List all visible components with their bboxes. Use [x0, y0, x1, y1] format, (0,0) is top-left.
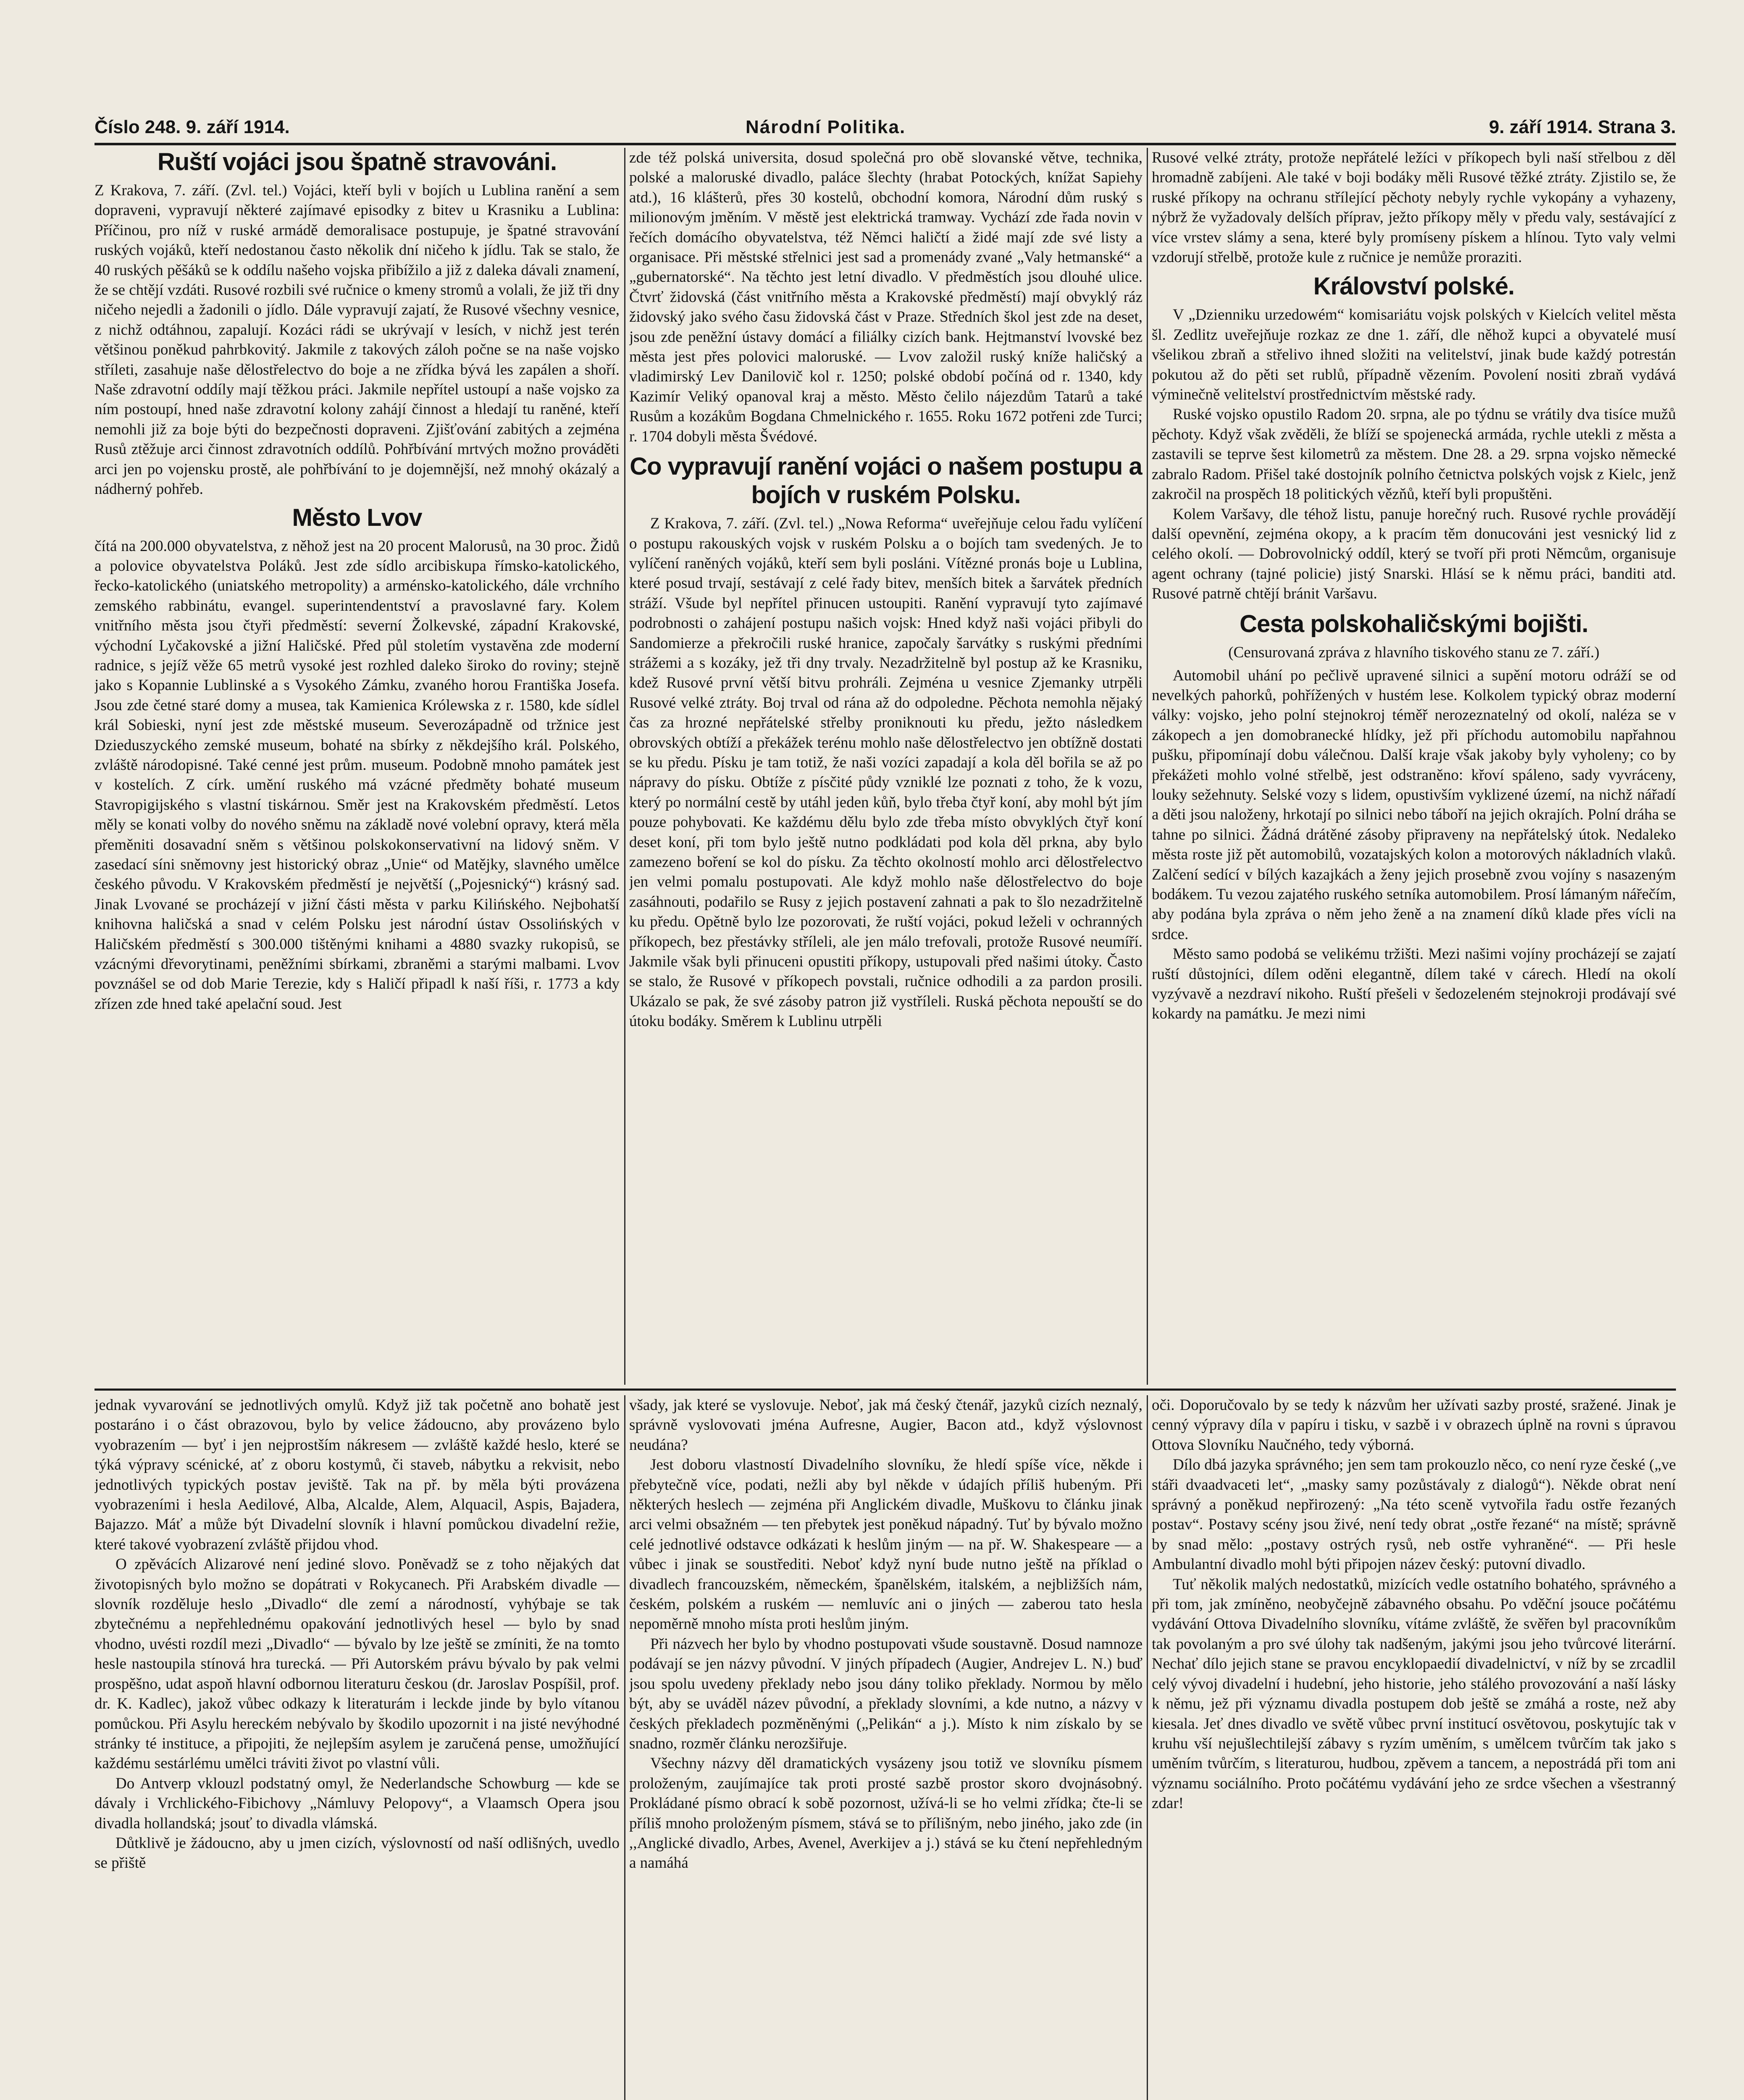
review-text: Všechny názvy děl dramatických vysázeny jsou totiž ve slovníku písmem proloženým, zaujímajíce tak proti prosté sazbě prostor skoro dvojnásobný. Prokládané písmo obrací k sobě pozornost, užívá-li se ho velmi zřídka; čte-li se příliš mnoho proloženým písmem, stává se to přílišným, nebo jiného, jako zde (in ,,Anglické divadlo, Arbes, Avenel, Averkijev a j.) stává se ku čtení nepřehledným a namáhá [629, 1755, 1143, 1872]
article-text: zde též polská universita, dosud společná pro obě slovanské větve, technika, polské a maloruské divadlo, paláce šlechty (hrabat Potockých, knížat Sapiehy atd.), 16 klášterů, přes 30 kostelů, obchodní komora, Národní dům ruský s milionovým jměním. V městě jest elektrická tramway. Vychází zde řada novin v řečích domácího obyvatelstva, též Němci haličtí a židé mají zde své listy a organisace. Při městské střelnici jest sad a promenády zvané „Valy hetmanské“ a „gubernatorské“. Na těchto jest letní divadlo. V předměstích jsou dlouhé ulice. Čtvrť židovská (část vnitřního města a Krakovské předměstí) mají obvyklý ráz židovský jako svého času židovská část v Praze. Středních škol jest zde na deset, jsou zde peněžní ústavy domácí a filiálky cizích bank. Hejtmanství lvovské bez města jest přes polovici maloruské. — Lvov založil ruský kníže haličský a vladimirský Lev Danilovič kol r. 1250; polské období počíná od r. 1340, kdy Kazimír Veliký opanoval kraj a město. Město čelilo nájezdům Tatarů a také Rusům a kozákům Bogdana Chmelnického r. 1655. Roku 1672 potřeni zde Turci; r. 1704 dobyli města Švédové. [629, 149, 1143, 445]
bottom-column-1 [95, 1395, 620, 2100]
article-title-kingdom-poland: Království polské. [1313, 273, 1515, 300]
section-divider [95, 1389, 1676, 1391]
article-text: Kolem Varšavy, dle téhož listu, panuje horečný ruch. Rusové rychle provádějí další opevnění, zejména okopy, a k pracím těm donucováni jest vesnický lid z celého okolí. — Dobrovolnický oddíl, který se tvoří při proti Němcům, organisuje agent ochrany (tajné policie) jistý Snarski. Hlásí se k němu práci, banditi atd. Rusové patrně chtějí bránit Varšavu. [1152, 505, 1676, 603]
masthead: Národní Politika. [746, 117, 906, 137]
article-text: Automobil uhání po pečlivě upravené silnici a supění motoru odráží se od nevelkých pahorků, pohřížených v hustém lese. Kolkolem typický obraz moderní války: vojsko, jeho polní stejnokroj téměř nerozeznatelný od okolí, naléza se v zákopech a jen domobranecké hlídky, jež při příchodu automobilu napřahnou pušku, připomínají dobu válečnou. Další kraje však jakoby byly vyholeny; co by překážeti mohlo volné střelbě, jest odstraněno: křoví spáleno, sady vyvráceny, louky sežehnuty. Selské vozy s lidem, opustivším vyklizené území, na nichž nářadí a děti jsou naloženy, hrkotají po silnici nebo táboří na jejich okrajích. Polní dráha se tahne po silnici. Žádná drátěné zásoby připraveny na nepřátelský útok. Nedaleko města roste již pět automobilů, vozatajských kolon a motorových nákladních vlaků. Zalčení sedící v bílých kazajkách a ženy jejich prosebně zvou vojíny s nasazeným bodákem. Tu vezou zajatého ruského setníka automobilem. Prosí lámaným nářečím, aby podána byla zpráva o něm jeho ženě a na znamení díků klade přes vícli na srdce. [1152, 667, 1676, 943]
review-text: Jest doboru vlastností Divadelního slovníku, že hledí spíše více, někde i přebytečně více, podati, nežli aby byl někde v údajích příliš hubeným. Při některých heslech — zejména při Anglickém divadle, Muškovu to článku jinak arci velmi obsažném — ten přebytek jest poněkud nápadný. Tuť by bývalo možno celé jednotlivé odstavce odkázati k heslům jiným — na př. W. Shakespeare — a vůbec i jinak se soustřediti. Neboť když nyní bude nutno ještě na příklad o divadlech francouzském, německém, španělském, italském, a nejbližších nám, českém, polském a ruském — nemluvíc ani o jiných — zaberou tato hesla nepoměrně mnoho místa proti heslům jiným. [629, 1456, 1143, 1633]
review-text: Dílo dbá jazyka správného; jen sem tam prokouzlo něco, co není ryze české („ve stáři dvaadvaceti let“, „masky samy pozůstávaly z dialogů“). Někde obrat není správný a poněkud nepřirozený: „Na této sceně vytvořila řadu ostře řezaných postav“. Postavy scény jsou živé, není tedy obrat „ostře řezané“ na místě; správně by snad mělo: „postavy ostrých rysů, neb ostře vyhraněné“. — Při hesle Ambulantní divadlo mohl býti připojen název český: putovní divadlo. [1152, 1456, 1676, 1573]
top-column-3 [1152, 148, 1676, 1385]
article-title-battlefields: Cesta polskohaličskými bojišti. [1240, 610, 1588, 638]
review-text: Tuť několik malých nedostatků, mizících vedle ostatního bohatého, správného a při tom, jak zmíněno, neobyčejně zábavného obsahu. Po vděční jsouce počátému vydávání Ottova Divadelního slovníku, vítáme zvláště, že svěřen byl pracovníkům tak povolaným a pro své úlohy tak nadšeným, jakými jsou jeho tvůrcové literární. Nechať dílo jejich stane se pravou encyklopaedií divadelnictví, v níž by se zrcadlil celý vývoj divadelní i hudební, jeho historie, jeho stálého provozování a naší lásky k němu, jež při významu divadla postupem dob ještě se zmáhá a roste, než aby kiesala. Jeť dnes divadlo ve světě vůbec první institucí osvětovou, poskytujíc tak v kruhu vší nejušlechtilejší zábavy s ryzím uměním, s umělcem tvůrčím tak jako s uměním tvůrčím, s literaturou, hudbou, zpěvem a tancem, a nepostrádá při tom ani významu sociálního. Proto počátému vydávání jeho ze srdce všechen a všestranný zdar! [1152, 1575, 1676, 1812]
article-title-wounded-soldiers: Co vypravují ranění vojáci o našem postupu a bojích v ruském Polsku. [630, 453, 1142, 509]
column-divider [624, 1395, 625, 2100]
article-text: čítá na 200.000 obyvatelstva, z něhož jest na 20 procent Malorusů, na 30 proc. Židů a polovice obyvatelstva Poláků. Jest zde sídlo arcibiskupa římsko-katolického, řecko-katolického (uniatského metropolity) a arménsko-katolického, dále vrchního zemského rabbinátu, evangel. superintendentství a pravoslavné fary. Kolem vnitřního města jsou čtyři předměstí: severní Žolkevské, západní Krakovské, východní Lyčakovské a jižní Haličské. Před půl stoletím vystavěna zde moderní radnice, s jejíž věže 65 metrů vysoké jest rozhled daleko široko do roviny; stejně jako s Kopannie Lublinské a s Vysokého Zámku, zvaného horou Františka Josefa. Jsou zde četné staré domy a musea, tak Kamienica Królewska z r. 1580, kde sídlel král Sobieski, nyní jest zde městské museum. Severozápadně od tržnice jest Dzieduszyckého zemské museum, bohaté na sbírky z někdejšího král. Polského, zvláště národopisné. Také cenné jest prům. museum. Podobně mnoho památek jest v kostelích. Z círk. umění ruského má vzácné předměty bohaté museum Stavropigijského s vlastní tiskárnou. Směr jest na Krakovském předměstí. Letos měly se konati volby do nového sněmu na základě nové volební opravy, která měla přeměniti dosavadní sněm s většinou polskokonservativní na lidový sněm. V zasedací síni sněmovny jest historický obraz „Unie“ od Matějky, slavného umělce českého původu. V Krakovském předměstí je největší („Pojesnický“) krásný sad. Jinak Lvované se procházejí v jižní části města v parku Kilińského. Nejbohatší knihovna haličská a snad v celém Polsku jest národní ústav Ossolińských v Haličském předměstí s 300.000 tištěnými knihami a 4880 svazky rukopisů, se vzácnými dřevorytinami, peněžními sbírkami, zbraněmi a starými malbami. Lvov povznášel se od dob Marie Terezie, kdy s Haličí připadl k naší říši, r. 1773 a kdy zřízen zde hned také apelační soud. Jest [95, 537, 620, 1013]
article-text: Z Krakova, 7. září. (Zvl. tel.) „Nowa Reforma“ uveřejňuje celou řadu vylíčení o postupu rakouských vojsk v ruském Polsku a o bojích tam svedených. Je to vylíčení raněných vojáků, kteří sem byli posláni. Vítězné pronás boje u Lublina, které posud trvají, sestávají z celé řady bitev, menších bitek a šarvátek předních stráží. Všude byl nepřítel přinucen ustoupiti. Ranění vypravují tyto zajímavé podrobnosti o zahájení postupu našich vojsk: Hned když naši vojáci přibyli do Sandomierze a překročili ruské hranice, započaly šarvátky s ruskými předními strážemi a s kozáky, jež tři dny trvaly. Nezadržitelně byl postup až ke Krasniku, kdež Rusové první větší bitvu prohráli. Zejména u vesnice Zjemanky utrpěli Rusové velké ztráty. Boj trval od rána až do odpoledne. Pěchota nemohla nějaký čas za hrozné nepřátelské střelby proniknouti ku předu, ježto následkem obrovských obtíží a překážek terénu mohlo naše dělostřelectvo jen obtížně dostati se ku předu. Písku je tam totiž, že naši vozíci zapadají a kola děl bořila se až po nápravy do písku. Obtíže z písčité půdy vzniklé lze poznati z toho, že k vozu, který po normální cestě by utáhl jeden kůň, bylo třeba čtyř koní, aby mohl být jím pouze pohybovati. Ke každému dělu bylo zde třeba místo obvyklých čtyř koní deset koní, při tom bylo ještě nutno podkládati pod kola děl prkna, aby bylo zamezeno boření se kol do písku. Za těchto okolností mohlo arci dělostřelectvo jen velmi pomalu postupovati. Ale když mohlo naše dělostřelectvo do boje zasáhnouti, podařilo se Rusy z jejich postavení zahnati a pak to šlo nezadržitelně ku předu. Opětně bylo lze pozorovati, že ruští vojáci, pokud leželi v ochranných příkopech, bez přestávky stříleli, ale jen málo trefovali, protože Rusové neumíří. Jakmile však byli přinuceni opustiti příkopy, ustupovali před našimi útoky. Často se stalo, že Rusové v příkopech povstali, ručnice odhodili a za pardon prosili. Ukázalo se pak, že své zásoby patron již vystříleli. Ruská pěchota nepouští se do útoku bodáky. Směrem k Lublinu utrpěli [629, 515, 1143, 1030]
review-text: jednak vyvarování se jednotlivých omylů. Když již tak početně ano bohatě jest postaráno i o část obrazovou, bylo by velice žádoucno, aby provázeno bylo vyobrazením — byť i jen nejprostším nákresem — zvláště každé heslo, které se týká výpravy scénické, ať z oboru kostymů, či staveb, nábytku a rekvisit, nebo jednotlivých typických postav jeviště. Tak na př. by měla býti provázena vyobrazeními i hesla Aedilové, Alba, Alcalde, Alem, Alquacil, Aspis, Bajadera, Bajazzo. Máť a může být Divadelní slovník i hlavní pomůckou divadelní režie, které takové vyobrazení zvláště přijdou vhod. [95, 1396, 620, 1553]
review-text: O zpěvácích Alizarové není jediné slovo. Poněvadž se z toho nějakých dat životopisných bylo možno se dopátrati v Rokycanech. Při Arabském divadle — slovník rozděluje heslo „Divadlo“ dle zemí a národností, vyhýbaje se tak zbytečnému a nepřehlednému opakování jednotlivých hesel — bylo by snad vhodno, uvésti rozdíl mezi „Divadlo“ — bývalo by lze ještě se zmíniti, že na tomto hesle nastoupila stínová hra turecká. — Při Autorském právu bývalo by pak velmi prospěšno, udat aspoň hlavní odbornou literaturu českou (dr. Jaroslav Pospíšil, prof. dr. K. Kadlec), jakož vůbec odkazy k literaturám i leckde jinde by bylo vítanou pomůckou. Při Asylu hereckém nebývalo by škodilo upozornit i na jisté nevýhodné stránky té instituce, a připojiti, že nejlepším asylem je zaručená pense, umožňující každému sestárlému umělci tráviti život po vlastní vůli. [95, 1556, 620, 1772]
top-column-1 [95, 148, 620, 1385]
column-divider [1147, 148, 1148, 1385]
review-text: Důtklivě je žádoucno, aby u jmen cizích, výslovností od naší odlišných, uvedlo se přiště [95, 1834, 620, 1872]
page-number: 9. září 1914. Strana 3. [1489, 117, 1676, 137]
column-divider [624, 148, 625, 1385]
top-column-2 [629, 148, 1143, 1385]
article-text: Z Krakova, 7. září. (Zvl. tel.) Vojáci, kteří byli v bojích u Lublina ranění a sem dopraveni, vypravují některé zajímavé episodky z bitev u Krasniku a Lublina: Příčinou, pro níž v ruské armádě demoralisace postupuje, je špatné stravování ruských vojáků, kteří nedostanou často několik dní ničeho k jídlu. Tak se stalo, že 40 ruských pěšáků se k oddílu našeho vojska přibížilo a již z daleka dávali znamení, že se chtějí vzdáti. Rusové rozbili své ručnice o kmeny stromů a volali, že již tři dny ničeho nejedli a žadonili o jídlo. Dále vypravují zajatí, že Rusové všechny vesnice, z nichž odtáhnou, zapalují. Kozáci rádi se ukrývají v lesích, v nichž jest terén většinou poněkud pahrbkovitý. Jakmile z takových záloh počne se na naše vojsko stříleti, zasahuje naše dělostřelectvo do boje a ne zřídka bývá les zapálen a shoří. Naše zdravotní oddíly mají těžkou práci. Jakmile nepřítel ustoupí a naše vojsko za ním postoupí, hned naše zdravotní kolony zahájí činnost a hledají tu raněné, kteří nemohli již za boje býti do bezpečnosti dopraveni. Zjišťování zabitých a zejména Rusů ztěžuje arci činnost zdravotních oddílů. Pohřbívání mrtvých možno prováděti arci jen po vojensku prostě, ale pohřbívání to je dojemnější, než mnohý okázalý a nádherný pohřeb. [95, 182, 620, 498]
article-text: Rusové velké ztráty, protože nepřátelé ležíci v příkopech byli naší střelbou z děl hromadně zabíjeni. Ale také v boji bodáky měli Rusové těžké ztráty. Zjistilo se, že ruské příkopy na ochranu střílející pěchoty nebyly rychle vykopány a vyhazeny, nýbrž že vyžadovaly delších příprav, ježto příkopy měly v předu valy, sestávající z více vrstev slámy a sena, které byly promíseny pískem a hlínou. Tyto valy velmi vzdorují střelbě, protože kule z ručnice je nemůže proraziti. [1152, 149, 1676, 266]
column-divider [1147, 1395, 1148, 2100]
article-text: Ruské vojsko opustilo Radom 20. srpna, ale po týdnu se vrátily dva tisíce mužů pěchoty. Když však zvěděli, že blíží se spojenecká armáda, rychle utekli z města a zastavili se teprve šest kilometrů za městem. Dne 28. a 29. srpna vojsko německé zabralo Radom. Přišel také dostojník polního četnictva polských vojsk z Kielc, jenž zakročil na prospěch 18 politických vězňů, kteří byli propuštěni. [1152, 406, 1676, 503]
review-text: Při názvech her bylo by vhodno postupovati všude soustavně. Dosud namnoze podávají se jen názvy původní. V jiných případech (Augier, Andrejev L. N.) buď jsou spolu uvedeny překlady nebo jsou dány toliko překlady. Normou by mělo být, aby se uváděl název původní, a překlady slovními, a kde nutno, a názvy v českých překladech pozměněnými („Pelikán“ a j.). Místo k nim získalo by se snadno, rozměr článku nerozšiřuje. [629, 1635, 1143, 1752]
review-text: oči. Doporučovalo by se tedy k názvům her užívati sazby prosté, sražené. Jinak je cenný výpravy díla v papíru i tisku, v sazbě i v obrazech úplně na rovni s úpravou Ottova Slovníku Naučného, tedy výborná. [1152, 1396, 1676, 1454]
article-subtitle: (Censurovaná zpráva z hlavního tiskového stanu ze 7. září.) [1228, 643, 1600, 661]
bottom-column-3 [1152, 1395, 1676, 2100]
review-text: Do Antverp vklouzl podstatný omyl, že Nederlandsche Schowburg — kde se dávaly i Vrchlického-Fibichovy „Námluvy Pelopovy“, a Vlaamsch Opera jsou divadla hollandská; jsouť to divadla vlámská. [95, 1774, 620, 1832]
header-rule [95, 143, 1676, 145]
page-header [95, 113, 1676, 146]
article-title-russian-soldiers: Ruští vojáci jsou špatně stravováni. [157, 148, 557, 176]
issue-date: Číslo 248. 9. září 1914. [95, 117, 290, 137]
review-text: všady, jak které se vyslovuje. Neboť, jak má český čtenář, jazyků cizích neznalý, správně vyslovovati jména Aufresne, Augier, Bacon atd., když výslovnost neudána? [629, 1396, 1143, 1454]
article-title-lvov: Město Lvov [292, 504, 422, 531]
bottom-column-2 [629, 1395, 1143, 2100]
article-text: V „Dzienniku urzedowém“ komisariátu vojsk polských v Kielcích velitel města šl. Zedlitz uveřejňuje rozkaz ze dne 1. září, dle něhož kupci a obyvatelé musí všelikou zbraň a střelivo ihned složiti na velitelství, jinak bude každý potrestán pokutou až do pěti set rublů, případně vězením. Povolení nositi zbraň vydává výminečně velitelství prostřednictvím městské rady. [1152, 306, 1676, 404]
article-text: Město samo podobá se velikému tržišti. Mezi našimi vojíny procházejí se zajatí ruští důstojníci, dílem oděni elegantně, dílem také v cárech. Hledí na okolí vyzývavě a nezdraví nikoho. Ruští přešeli v šedozeleném stejnokroji prodávají své kokardy na památku. Je mezi nimi [1152, 945, 1676, 1023]
